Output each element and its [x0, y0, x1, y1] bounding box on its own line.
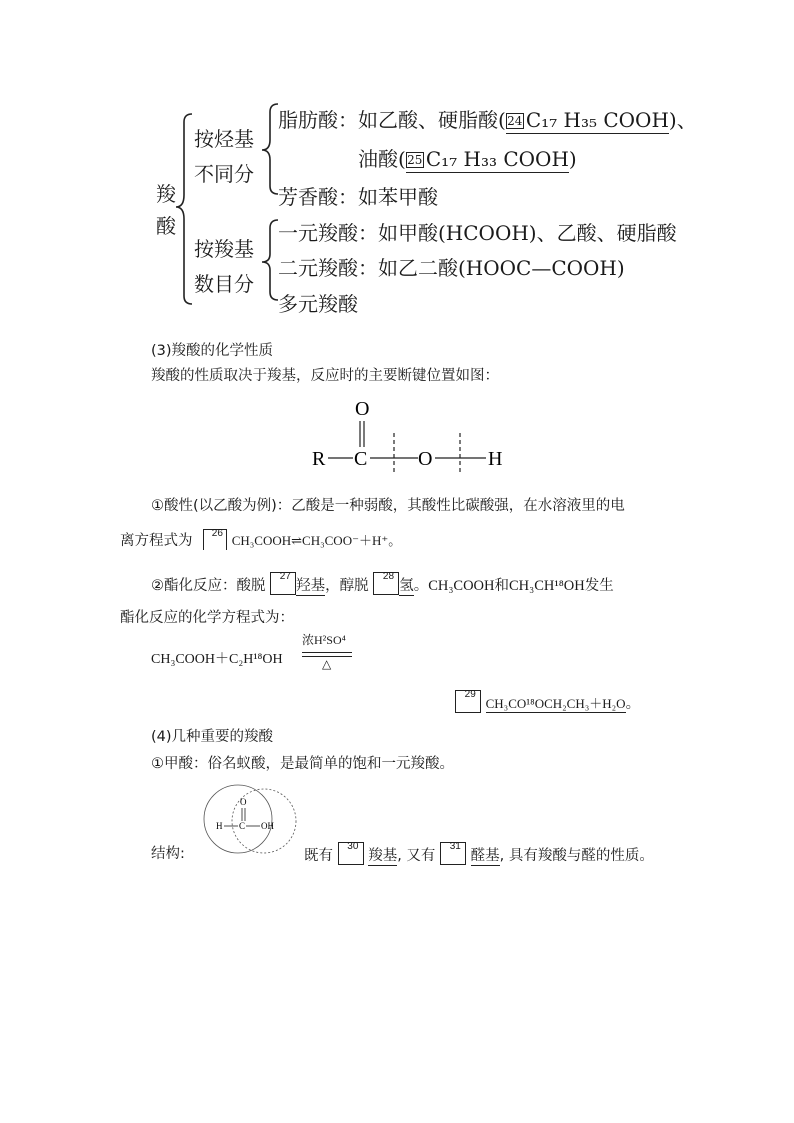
leaf-polycarboxylic: 多元羧酸	[278, 292, 358, 316]
equation-left: CH₃COOH＋C₂H¹⁸OH	[151, 652, 283, 667]
equation-arrow	[302, 652, 352, 653]
formic-acid-structure	[198, 781, 302, 855]
struct-O-top: O	[355, 398, 370, 420]
tree-root-2: 酸	[156, 214, 176, 238]
tree-root-1: 羧	[156, 182, 176, 206]
answer-box-29: 29	[455, 690, 481, 713]
answer-box-27: 27	[270, 572, 296, 595]
equation-condition-bottom: △	[322, 657, 332, 671]
answer-box-28: 28	[373, 572, 399, 595]
branch2-line1: 按羧基	[194, 237, 254, 261]
esterification-line2: 酯化反应的化学方程式为：	[120, 610, 294, 626]
section4-heading: (4)几种重要的羧酸	[151, 729, 274, 745]
answer-box-31: 31	[440, 842, 466, 865]
answer-box-26: 26	[203, 529, 227, 550]
mini-C: C	[239, 821, 246, 831]
answer-box-30: 30	[338, 842, 364, 865]
section3-intro: 羧酸的性质取决于羧基，反应时的主要断键位置如图：	[151, 368, 499, 384]
acidity-line2: 离方程式为 26 CH₃COOH⇌CH₃COO⁻＋H⁺。	[120, 528, 402, 549]
struct-C: C	[354, 448, 368, 470]
struct-O: O	[418, 448, 433, 470]
struct-H: H	[488, 448, 503, 470]
equation-condition-top: 浓H²SO⁴	[302, 633, 346, 647]
leaf-aromatic-acid: 芳香酸：如苯甲酸	[278, 185, 438, 209]
branch1-line1: 按烃基	[194, 127, 254, 151]
leaf-oleic-acid: 油酸(25 C₁₇ H₃₃ COOH)	[358, 147, 577, 171]
ester-product: CH₃CO¹⁸OCH₂CH₃＋H₂O	[485, 696, 626, 711]
equation-right: 29 CH₃CO¹⁸OCH₂CH₃＋H₂O。	[455, 690, 640, 713]
mini-O: O	[240, 797, 247, 807]
structure-label: 结构:	[151, 846, 185, 862]
branch2-line2: 数目分	[194, 272, 254, 296]
formic-acid-intro: ①甲酸：俗名蚁酸，是最简单的饱和一元羧酸。	[151, 756, 454, 772]
formic-acid-groups: 既有 30 羧基, 又有 31 醛基, 具有羧酸与醛的性质。	[304, 841, 654, 864]
acidity-line1: ①酸性(以乙酸为例)：乙酸是一种弱酸，其酸性比碳酸强，在水溶液里的电	[151, 498, 625, 514]
struct-R: R	[312, 448, 326, 470]
mini-H: H	[216, 821, 223, 831]
esterification-line1: ②酯化反应：酸脱 27 羟基，醇脱 28 氢。CH₃COOH和CH₃CH¹⁸OH发生	[151, 571, 614, 594]
carboxyl-structure-diagram	[300, 395, 520, 475]
leaf-fatty-acid: 脂肪酸：如乙酸、硬脂酸(24 C₁₇ H₃₅ COOH)、	[278, 108, 697, 132]
leaf-dicarboxylic: 二元羧酸：如乙二酸(HOOC—COOH)	[278, 256, 625, 280]
branch1-line2: 不同分	[194, 162, 254, 186]
mini-OH: OH	[261, 821, 274, 831]
section3-heading: (3)羧酸的化学性质	[151, 343, 274, 359]
ionization-equation: CH₃COOH⇌CH₃COO⁻＋H⁺。	[231, 533, 402, 548]
leaf-monocarboxylic: 一元羧酸：如甲酸(HCOOH)、乙酸、硬脂酸	[278, 221, 677, 245]
